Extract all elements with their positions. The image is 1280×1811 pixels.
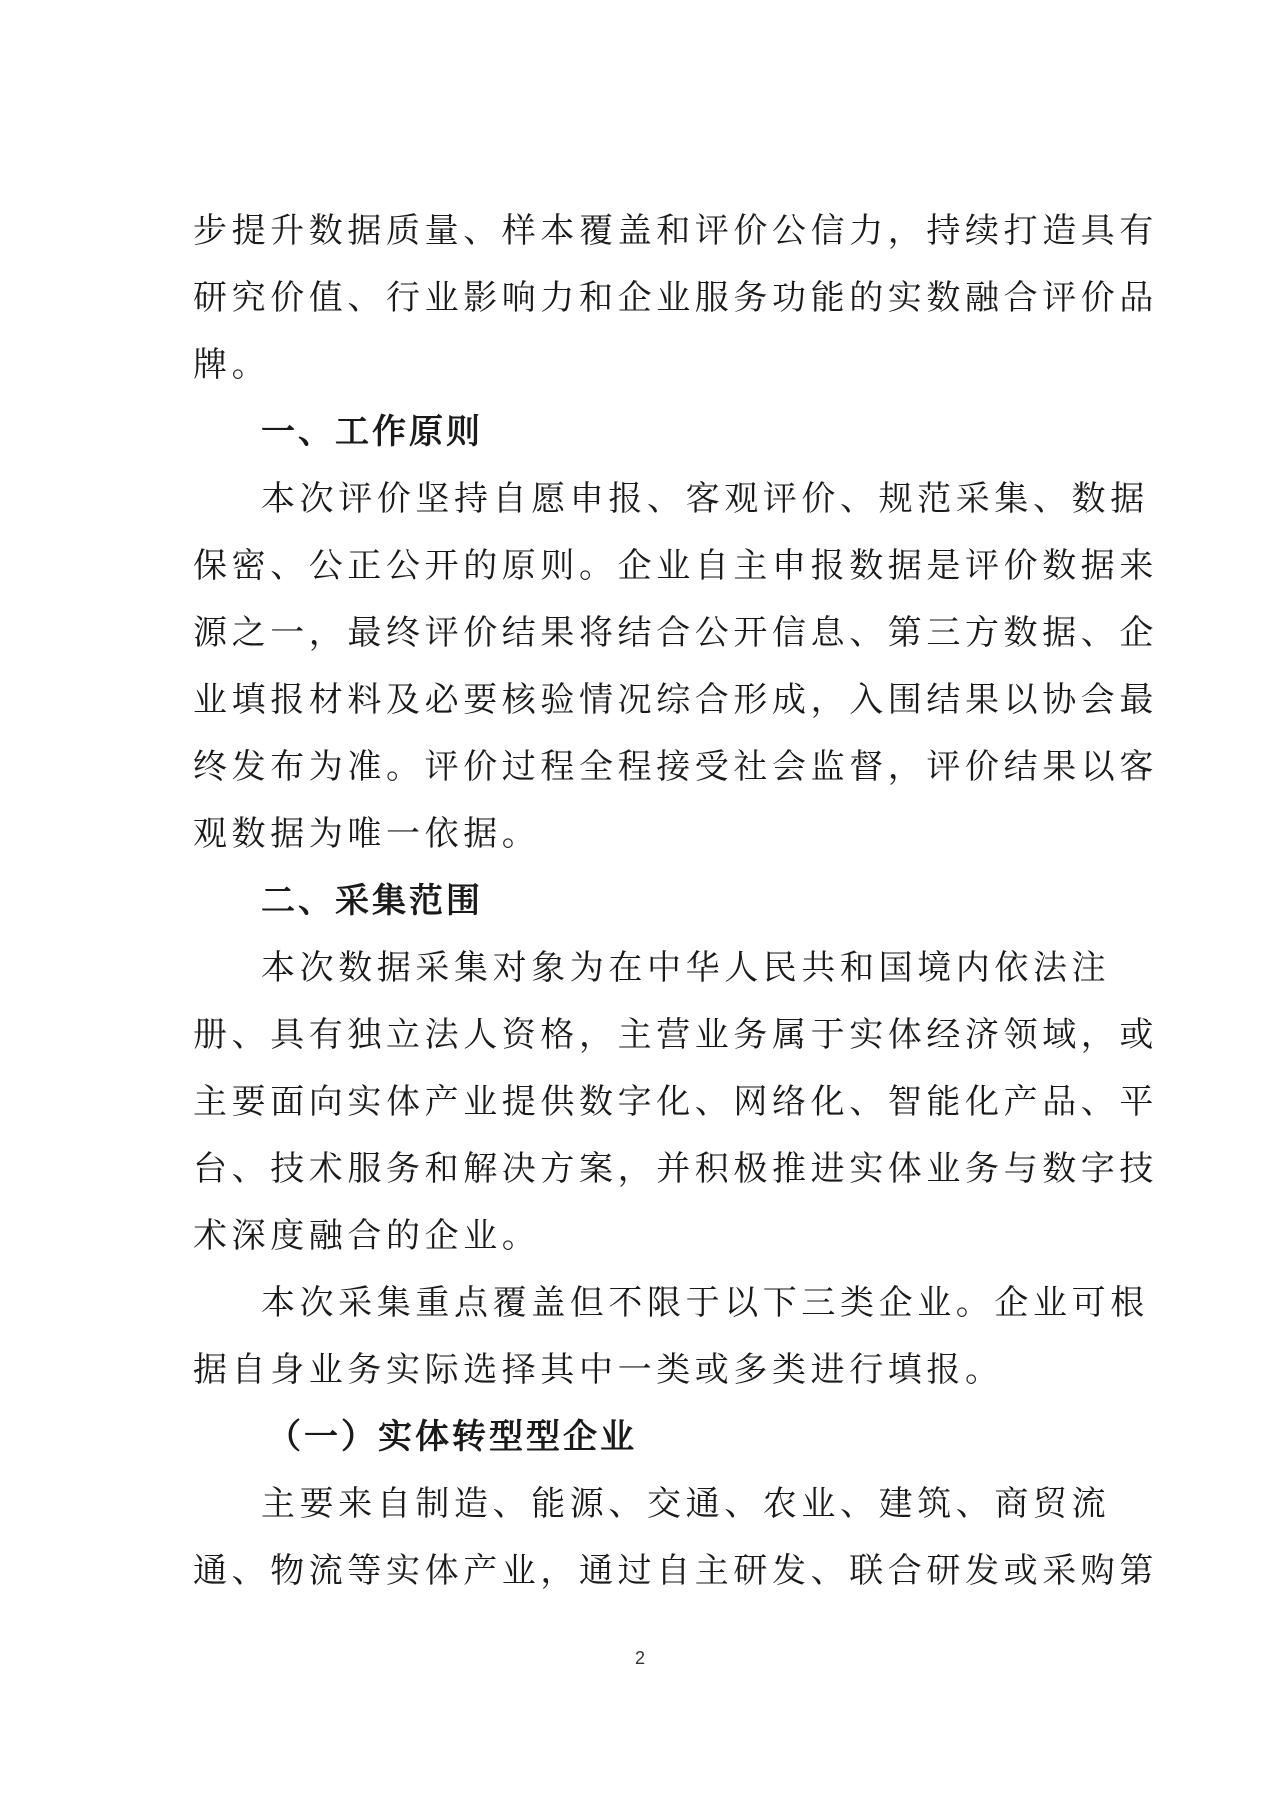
text-line: 本次评价坚持自愿申报、客观评价、规范采集、数据 <box>261 479 1149 519</box>
page-number: 2 <box>634 1648 645 1668</box>
text-line: 主要来自制造、能源、交通、农业、建筑、商贸流 <box>261 1484 1111 1524</box>
text-line: 通、物流等实体产业，通过自主研发、联合研发或采购第 <box>193 1551 1158 1591</box>
text-line: 据自身业务实际选择其中一类或多类进行填报。 <box>193 1350 1004 1390</box>
category-1-paragraph <box>193 1471 1158 1605</box>
text-line: 终发布为准。评价过程全程接受社会监督，评价结果以客 <box>193 747 1158 787</box>
text-line: 牌。 <box>193 345 271 385</box>
document-body <box>193 198 1158 1605</box>
section-heading-work-principles: 一、工作原则 <box>261 412 483 452</box>
principles-paragraph <box>193 466 1158 868</box>
text-line: 主要面向实体产业提供数字化、网络化、智能化产品、平 <box>193 1082 1158 1122</box>
text-line: 保密、公正公开的原则。企业自主申报数据是评价数据来 <box>193 546 1158 586</box>
text-line: 研究价值、行业影响力和企业服务功能的实数融合评价品 <box>193 278 1158 318</box>
text-line: 观数据为唯一依据。 <box>193 814 541 854</box>
text-line: 本次数据采集对象为在中华人民共和国境内依法注 <box>261 948 1111 988</box>
section-heading-collection-scope: 二、采集范围 <box>261 881 483 921</box>
scope-paragraph <box>193 935 1158 1270</box>
text-line: 源之一，最终评价结果将结合公开信息、第三方数据、企 <box>193 613 1158 653</box>
text-line: 术深度融合的企业。 <box>193 1216 541 1256</box>
text-line: 步提升数据质量、样本覆盖和评价公信力，持续打造具有 <box>193 211 1158 251</box>
categories-intro-paragraph <box>193 1270 1149 1404</box>
text-line: 册、具有独立法人资格，主营业务属于实体经济领域，或 <box>193 1015 1158 1055</box>
text-line: 业填报材料及必要核验情况综合形成，入围结果以协会最 <box>193 680 1158 720</box>
text-line: 本次采集重点覆盖但不限于以下三类企业。企业可根 <box>261 1283 1149 1323</box>
intro-paragraph <box>193 198 1158 399</box>
text-line: 台、技术服务和解决方案，并积极推进实体业务与数字技 <box>193 1149 1158 1189</box>
subsection-heading-entity-transformation: （一）实体转型型企业 <box>267 1417 637 1457</box>
